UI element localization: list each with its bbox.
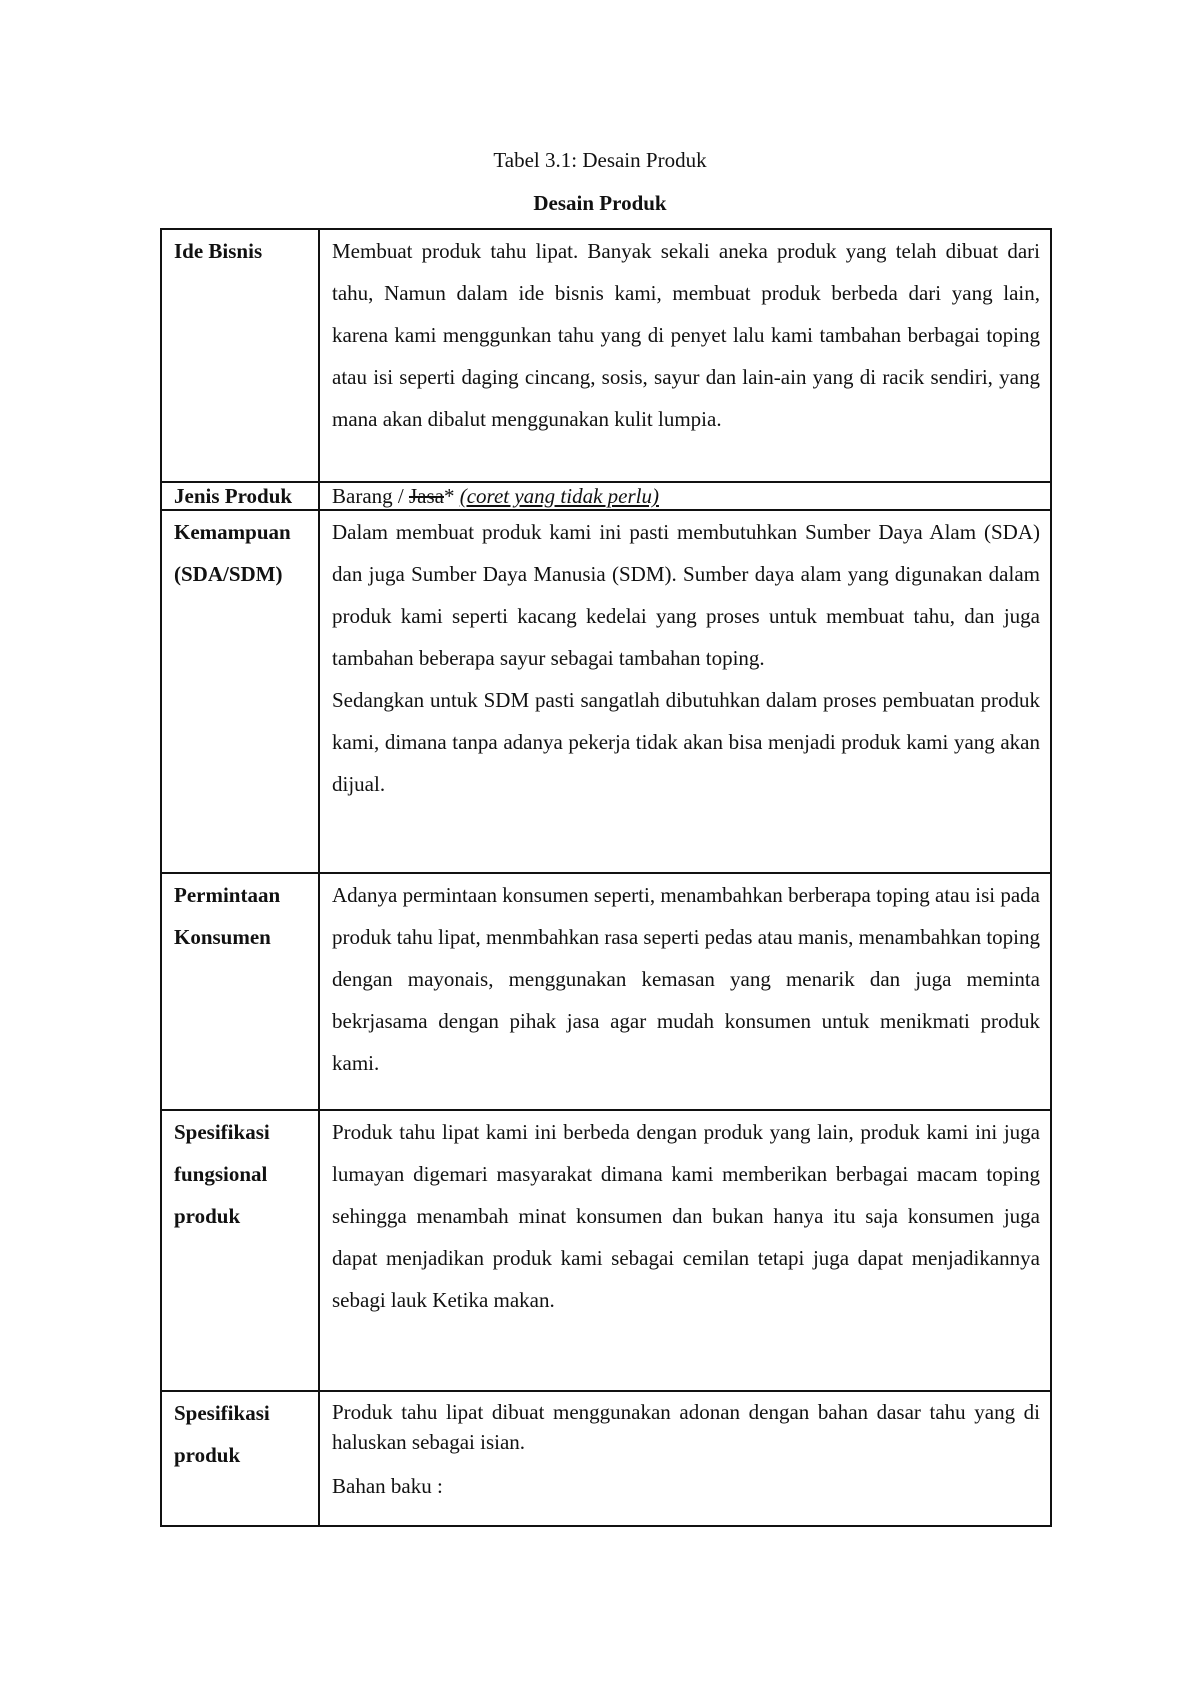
row-content-spesifikasi-fungsional <box>319 1110 1051 1391</box>
row-label-spesifikasi-fungsional: Spesifikasi fungsional produk <box>161 1110 319 1391</box>
instruction-note: (coret yang tidak perlu) <box>459 484 659 508</box>
table-row-kemampuan <box>161 510 1051 873</box>
row-content-kemampuan <box>319 510 1051 873</box>
row-label-ide-bisnis: Ide Bisnis <box>161 229 319 482</box>
product-design-table <box>160 228 1052 1527</box>
spesifikasi-fungsional-text: Produk tahu lipat kami ini berbeda dengan produk yang lain, produk kami ini juga lumayan digemari masyarakat dimana kami memberikan berbagai macam toping sehingga menambah minat konsumen dan bukan hanya itu saja konsumen juga dapat menjadikan produk kami sebagai cemilan tetapi juga dapat menjadikannya sebagi lauk Ketika makan. <box>332 1120 1040 1312</box>
table-row-jenis-produk <box>161 482 1051 510</box>
table-row-permintaan <box>161 873 1051 1110</box>
kemampuan-text-2: Sedangkan untuk SDM pasti sangatlah dibutuhkan dalam proses pembuatan produk kami, dimana tanpa adanya pekerja tidak akan bisa menjadi produk kami yang akan dijual. <box>332 688 1040 796</box>
table-row-spesifikasi-produk <box>161 1391 1051 1526</box>
ide-bisnis-text: Membuat produk tahu lipat. Banyak sekali aneka produk yang telah dibuat dari tahu, Namun dalam ide bisnis kami, membuat produk berbeda dari yang lain, karena kami menggunkan tahu yang di penyet lalu kami tambahan berbagai toping atau isi seperti daging cincang, sosis, sayur dan lain-ain yang di racik sendiri, yang mana akan dibalut menggunakan kulit lumpia. <box>332 239 1040 431</box>
kemampuan-text-1: Dalam membuat produk kami ini pasti membutuhkan Sumber Daya Alam (SDA) dan juga Sumber Daya Manusia (SDM). Sumber daya alam yang digunakan dalam produk kami seperti kacang kedelai yang proses untuk membuat tahu, dan juga tambahan beberapa sayur sebagai tambahan toping. <box>332 520 1040 670</box>
table-row-spesifikasi-fungsional <box>161 1110 1051 1391</box>
row-label-permintaan: Permintaan Konsumen <box>161 873 319 1110</box>
row-label-spesifikasi-produk: Spesifikasi produk <box>161 1391 319 1526</box>
spesifikasi-produk-text: Produk tahu lipat dibuat menggunakan adonan dengan bahan dasar tahu yang di haluskan sebagai isian. <box>332 1400 1040 1454</box>
permintaan-text: Adanya permintaan konsumen seperti, menambahkan berberapa toping atau isi pada produk tahu lipat, menmbahkan rasa seperti pedas atau manis, menambahkan toping dengan mayonais, menggunakan kemasan yang menarik dan juga meminta bekrjasama dengan pihak jasa agar mudah konsumen untuk menikmati produk kami. <box>332 883 1040 1075</box>
table-caption: Tabel 3.1: Desain Produk <box>493 148 707 172</box>
row-content-jenis-produk <box>319 482 1051 510</box>
asterisk-mark: * <box>443 484 460 508</box>
row-content-permintaan <box>319 873 1051 1110</box>
bahan-baku-label: Bahan baku : <box>332 1474 443 1498</box>
row-content-ide-bisnis <box>319 229 1051 482</box>
row-label-kemampuan: Kemampuan (SDA/SDM) <box>161 510 319 873</box>
option-jasa-struck: Jasa <box>408 484 444 508</box>
row-content-spesifikasi-produk <box>319 1391 1051 1526</box>
table-heading: Desain Produk <box>533 191 667 215</box>
row-label-jenis-produk: Jenis Produk <box>161 482 319 510</box>
table-row-ide-bisnis <box>161 229 1051 482</box>
option-barang: Barang / <box>332 484 409 508</box>
